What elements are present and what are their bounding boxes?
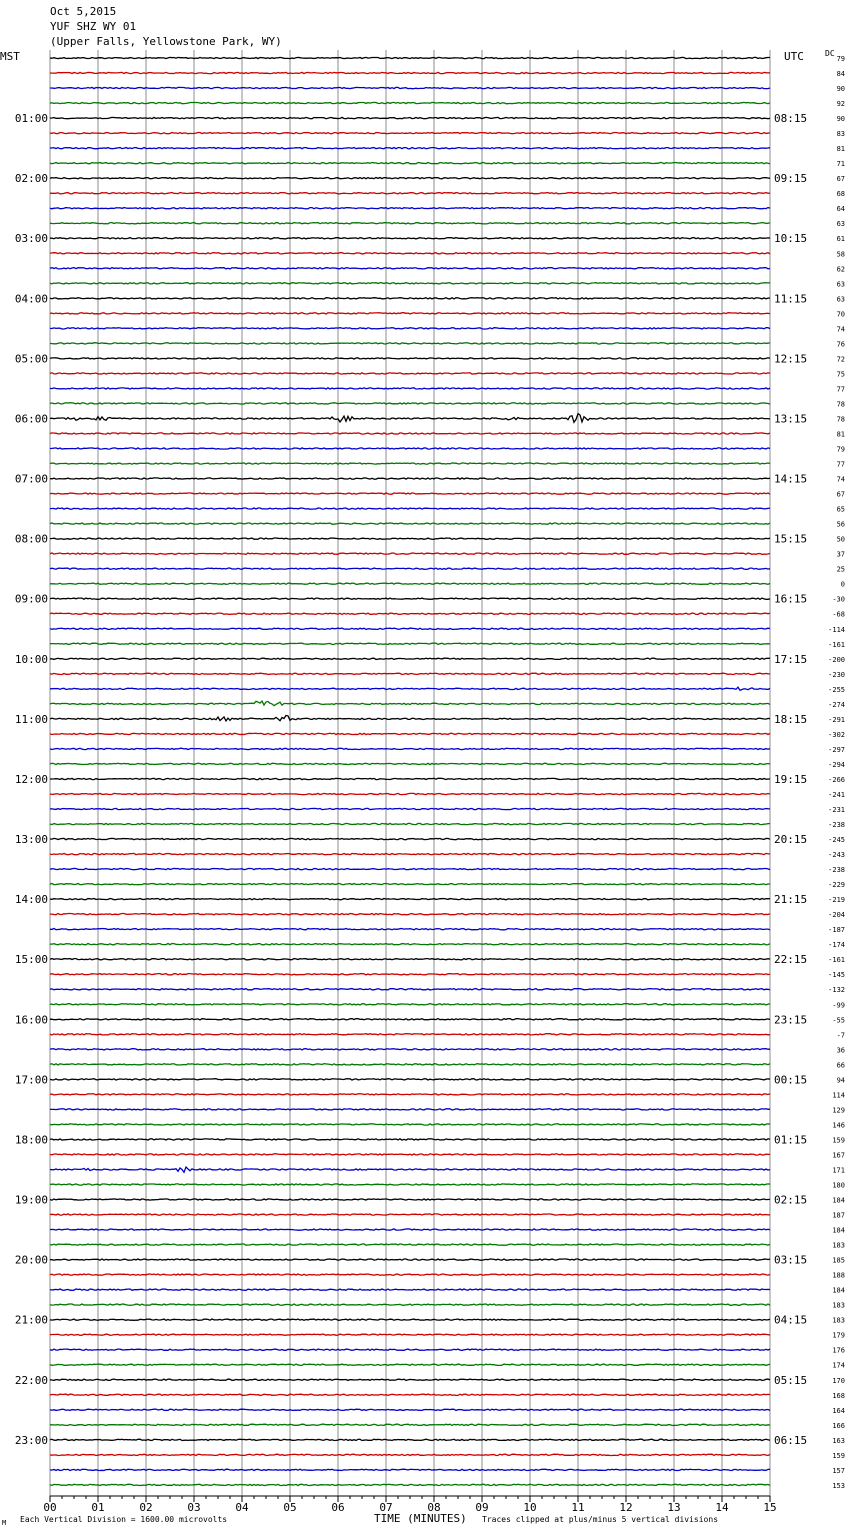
dc-offset-label: -229 [828, 881, 845, 890]
seismic-trace [50, 583, 770, 584]
hour-label-left: 22:00 [14, 1373, 48, 1387]
dc-offset-label: 62 [836, 265, 845, 274]
seismic-trace [50, 388, 770, 389]
x-tick-label: 13 [667, 1501, 681, 1514]
dc-offset-label: 74 [836, 325, 845, 334]
seismic-trace [50, 463, 770, 464]
dc-offset-label: -7 [836, 1031, 845, 1040]
hour-label-right: 02:15 [774, 1193, 808, 1207]
chart-location: (Upper Falls, Yellowstone Park, WY) [50, 35, 282, 48]
seismic-trace [50, 673, 770, 674]
hour-label-right: 00:15 [774, 1073, 808, 1087]
seismic-trace [50, 1064, 770, 1065]
hour-label-right: 23:15 [774, 1013, 808, 1027]
dc-offset-label: -55 [832, 1016, 845, 1025]
seismic-trace [50, 313, 770, 314]
dc-offset-label: -99 [832, 1001, 845, 1010]
dc-offset-label: 0 [840, 580, 845, 589]
hour-label-right: 22:15 [774, 953, 808, 967]
dc-offset-label: 74 [836, 475, 845, 484]
dc-offset-label: 168 [832, 1391, 845, 1400]
seismic-trace [50, 793, 770, 794]
dc-offset-label: -174 [828, 941, 845, 950]
seismic-trace [50, 1439, 770, 1440]
seismic-trace [50, 1469, 770, 1470]
seismic-trace [50, 899, 770, 900]
seismic-trace [50, 163, 770, 164]
seismic-trace [50, 1274, 770, 1275]
dc-offset-label: -200 [828, 655, 845, 664]
hour-label-left: 15:00 [14, 953, 48, 967]
hour-label-left: 04:00 [14, 292, 48, 306]
seismic-trace [50, 1244, 770, 1245]
hour-label-right: 03:15 [774, 1253, 808, 1267]
dc-offset-label: -238 [828, 866, 845, 875]
seismic-trace [50, 343, 770, 344]
seismic-trace [50, 868, 770, 869]
dc-offset-label: 90 [836, 85, 845, 94]
dc-offset-label: 66 [836, 1061, 845, 1070]
dc-offset-label: 94 [836, 1076, 845, 1085]
seismic-trace [50, 358, 770, 359]
dc-offset-label: -266 [828, 775, 845, 784]
timezone-right-label: UTC [784, 50, 804, 63]
dc-offset-label: 153 [832, 1481, 845, 1490]
seismic-trace [50, 268, 770, 269]
dc-offset-label: 65 [836, 505, 845, 514]
dc-offset-label: 159 [832, 1451, 845, 1460]
dc-offset-label: 146 [832, 1121, 845, 1130]
hour-label-right: 16:15 [774, 592, 808, 606]
hour-label-left: 23:00 [14, 1433, 48, 1447]
dc-offset-label: 67 [836, 175, 845, 184]
dc-offset-label: 68 [836, 190, 845, 199]
seismic-trace [50, 884, 770, 885]
hour-label-right: 09:15 [774, 172, 808, 186]
seismic-trace [50, 433, 770, 434]
x-tick-label: 05 [283, 1501, 297, 1514]
dc-offset-label: 77 [836, 460, 845, 469]
seismic-trace [50, 87, 770, 88]
seismic-trace [50, 223, 770, 224]
x-tick-label: 02 [139, 1501, 153, 1514]
logo-mark: M [2, 1519, 7, 1527]
seismic-trace [50, 838, 770, 839]
seismic-trace [50, 538, 770, 539]
seismic-trace [50, 1289, 770, 1290]
dc-offset-label: 114 [832, 1091, 845, 1100]
hour-label-left: 01:00 [14, 112, 48, 126]
seismic-trace [50, 748, 770, 749]
dc-offset-label: 58 [836, 250, 845, 259]
x-tick-label: 04 [235, 1501, 249, 1514]
hour-label-left: 02:00 [14, 172, 48, 186]
seismic-trace [50, 944, 770, 945]
hour-label-left: 16:00 [14, 1013, 48, 1027]
dc-offset-label: 157 [832, 1466, 845, 1475]
dc-offset-label: -219 [828, 896, 845, 905]
x-tick-label: 07 [379, 1501, 393, 1514]
seismic-trace [50, 914, 770, 915]
dc-offset-label: 166 [832, 1421, 845, 1430]
seismic-trace [50, 478, 770, 479]
hour-label-left: 14:00 [14, 893, 48, 907]
dc-offset-label: -132 [828, 986, 845, 995]
chart-date: Oct 5,2015 [50, 5, 117, 18]
seismic-trace [50, 1199, 770, 1200]
seismic-trace [50, 974, 770, 975]
seismic-trace [50, 1379, 770, 1380]
dc-offset-label: 92 [836, 100, 845, 109]
dc-offset-label: 25 [836, 565, 845, 574]
seismic-trace [50, 373, 770, 374]
seismic-trace [50, 298, 770, 299]
x-tick-label: 03 [187, 1501, 201, 1514]
hour-label-right: 13:15 [774, 412, 808, 426]
x-tick-label: 01 [91, 1501, 105, 1514]
seismic-trace [50, 1319, 770, 1320]
dc-offset-label: 171 [832, 1166, 845, 1175]
seismic-trace [50, 1094, 770, 1095]
hour-label-left: 07:00 [14, 472, 48, 486]
seismic-trace [50, 253, 770, 254]
dc-offset-label: 184 [832, 1286, 845, 1295]
x-tick-label: 11 [571, 1501, 585, 1514]
dc-offset-label: 164 [832, 1406, 845, 1415]
seismic-trace [50, 193, 770, 194]
timezone-left-label: MST [0, 50, 20, 63]
dc-offset-label: 176 [832, 1346, 845, 1355]
seismic-trace [50, 1484, 770, 1485]
dc-offset-label: 84 [836, 70, 845, 79]
dc-offset-label: -243 [828, 851, 845, 860]
dc-offset-label: 79 [836, 445, 845, 454]
dc-offset-label: 81 [836, 145, 845, 154]
x-tick-label: 00 [43, 1501, 57, 1514]
x-tick-label: 08 [427, 1501, 441, 1514]
dc-offset-label: 183 [832, 1301, 845, 1310]
x-tick-label: 09 [475, 1501, 489, 1514]
dc-offset-label: -187 [828, 926, 845, 935]
dc-offset-label: -274 [828, 700, 845, 709]
dc-offset-label: -68 [832, 610, 845, 619]
hour-label-right: 05:15 [774, 1373, 808, 1387]
seismic-trace [50, 1454, 770, 1455]
dc-offset-label: -241 [828, 790, 845, 799]
clip-note: Traces clipped at plus/minus 5 vertical divisions [482, 1515, 719, 1524]
seismic-trace [50, 1034, 770, 1035]
hour-label-left: 13:00 [14, 833, 48, 847]
hour-label-right: 06:15 [774, 1433, 808, 1447]
hour-label-left: 20:00 [14, 1253, 48, 1267]
hour-label-right: 20:15 [774, 833, 808, 847]
dc-offset-label: 185 [832, 1256, 845, 1265]
dc-offset-label: 183 [832, 1316, 845, 1325]
dc-offset-label: 78 [836, 400, 845, 409]
seismic-trace [50, 598, 770, 599]
seismic-trace [50, 1349, 770, 1350]
hour-label-right: 18:15 [774, 712, 808, 726]
dc-offset-label: 170 [832, 1376, 845, 1385]
seismic-trace [50, 102, 770, 103]
seismic-trace [50, 448, 770, 449]
dc-offset-label: 72 [836, 355, 845, 364]
seismic-trace [50, 148, 770, 149]
seismic-trace [50, 133, 770, 134]
seismic-trace [50, 929, 770, 930]
hour-label-right: 10:15 [774, 232, 808, 246]
hour-label-left: 18:00 [14, 1133, 48, 1147]
seismic-trace [50, 1167, 770, 1172]
dc-offset-label: 67 [836, 490, 845, 499]
seismic-trace [50, 1214, 770, 1215]
hour-label-left: 19:00 [14, 1193, 48, 1207]
hour-label-left: 08:00 [14, 532, 48, 546]
dc-offset-label: -238 [828, 821, 845, 830]
dc-offset-label: 180 [832, 1181, 845, 1190]
hour-label-right: 08:15 [774, 112, 808, 126]
seismic-trace [50, 72, 770, 73]
dc-offset-label: -30 [832, 595, 845, 604]
seismic-trace [50, 701, 770, 706]
seismic-trace [50, 1304, 770, 1305]
hour-label-left: 17:00 [14, 1073, 48, 1087]
dc-offset-label: 188 [832, 1271, 845, 1280]
dc-column-label: DC [825, 49, 835, 58]
seismic-trace [50, 1049, 770, 1050]
seismic-trace [50, 508, 770, 509]
dc-offset-label: 183 [832, 1241, 845, 1250]
seismic-trace [50, 853, 770, 854]
seismic-trace [50, 1424, 770, 1425]
seismic-trace [50, 1364, 770, 1365]
dc-offset-label: 76 [836, 340, 845, 349]
dc-offset-label: 70 [836, 310, 845, 319]
dc-offset-label: -294 [828, 760, 845, 769]
seismic-trace [50, 716, 770, 721]
hour-label-right: 17:15 [774, 652, 808, 666]
dc-offset-label: -255 [828, 685, 845, 694]
seismic-trace [50, 553, 770, 554]
hour-label-right: 11:15 [774, 292, 808, 306]
seismic-trace [50, 823, 770, 824]
seismic-trace [50, 1004, 770, 1005]
seismic-trace [50, 733, 770, 734]
x-axis-title: TIME (MINUTES) [374, 1512, 467, 1525]
hour-label-left: 10:00 [14, 652, 48, 666]
x-tick-label: 14 [715, 1501, 729, 1514]
seismic-trace [50, 328, 770, 329]
seismic-trace [50, 1154, 770, 1155]
seismic-trace [50, 763, 770, 764]
x-tick-label: 12 [619, 1501, 633, 1514]
seismic-trace [50, 687, 770, 690]
seismic-trace [50, 989, 770, 990]
hour-label-right: 14:15 [774, 472, 808, 486]
dc-offset-label: 187 [832, 1211, 845, 1220]
hour-label-left: 12:00 [14, 772, 48, 786]
seismic-trace [50, 808, 770, 809]
dc-offset-label: -204 [828, 911, 845, 920]
dc-offset-label: 64 [836, 205, 845, 214]
seismic-trace [50, 1409, 770, 1410]
seismic-trace [50, 1229, 770, 1230]
seismic-trace [50, 778, 770, 779]
dc-offset-label: 163 [832, 1436, 845, 1445]
seismic-trace [50, 523, 770, 524]
dc-offset-label: 81 [836, 430, 845, 439]
dc-offset-label: 63 [836, 295, 845, 304]
dc-offset-label: 61 [836, 235, 845, 244]
seismic-trace [50, 1019, 770, 1020]
x-tick-label: 06 [331, 1501, 345, 1514]
dc-offset-label: -161 [828, 640, 845, 649]
dc-offset-label: 167 [832, 1151, 845, 1160]
seismic-trace [50, 1394, 770, 1395]
seismic-trace [50, 1334, 770, 1335]
seismic-trace [50, 238, 770, 239]
dc-offset-label: 50 [836, 535, 845, 544]
seismic-trace [50, 1139, 770, 1140]
seismic-trace [50, 57, 770, 58]
scale-note: Each Vertical Division = 1600.00 microvolts [20, 1515, 228, 1524]
dc-offset-label: -114 [828, 625, 845, 634]
seismic-trace [50, 613, 770, 614]
dc-offset-label: 37 [836, 550, 845, 559]
hour-label-left: 21:00 [14, 1313, 48, 1327]
hour-label-right: 12:15 [774, 352, 808, 366]
dc-offset-label: 77 [836, 385, 845, 394]
x-tick-label: 10 [523, 1501, 537, 1514]
dc-offset-label: -145 [828, 971, 845, 980]
dc-offset-label: -231 [828, 806, 845, 814]
hour-label-right: 21:15 [774, 893, 808, 907]
dc-offset-label: 90 [836, 115, 845, 124]
hour-label-left: 09:00 [14, 592, 48, 606]
seismic-trace [50, 208, 770, 209]
dc-offset-label: -291 [828, 715, 845, 724]
seismic-trace [50, 643, 770, 644]
seismic-trace [50, 628, 770, 629]
seismic-trace [50, 568, 770, 569]
hour-label-right: 04:15 [774, 1313, 808, 1327]
dc-offset-label: 184 [832, 1226, 845, 1235]
dc-offset-label: -161 [828, 956, 845, 965]
dc-offset-label: 184 [832, 1196, 845, 1205]
dc-offset-label: 78 [836, 415, 845, 424]
hour-label-left: 06:00 [14, 412, 48, 426]
dc-offset-label: 36 [836, 1046, 845, 1055]
hour-label-right: 01:15 [774, 1133, 808, 1147]
dc-offset-label: 75 [836, 370, 845, 379]
dc-offset-label: -302 [828, 730, 845, 739]
seismic-trace [50, 658, 770, 659]
dc-offset-label: 63 [836, 280, 845, 289]
dc-offset-label: -230 [828, 670, 845, 679]
dc-offset-label: 63 [836, 220, 845, 229]
hour-label-left: 11:00 [14, 712, 48, 726]
dc-offset-label: 129 [832, 1106, 845, 1115]
x-tick-label: 15 [763, 1501, 777, 1514]
seismic-trace [50, 1259, 770, 1260]
seismic-trace [50, 414, 770, 423]
seismic-trace [50, 959, 770, 960]
seismic-trace [50, 403, 770, 404]
seismic-trace [50, 493, 770, 494]
chart-station: YUF SHZ WY 01 [50, 20, 137, 33]
dc-offset-label: 56 [836, 520, 845, 529]
hour-label-right: 19:15 [774, 772, 808, 786]
seismic-trace [50, 1184, 770, 1185]
hour-label-right: 15:15 [774, 532, 808, 546]
dc-offset-label: 159 [832, 1136, 845, 1145]
seismic-trace [50, 1109, 770, 1110]
dc-offset-label: 174 [832, 1361, 845, 1370]
hour-label-left: 03:00 [14, 232, 48, 246]
hour-label-left: 05:00 [14, 352, 48, 366]
seismic-trace [50, 117, 770, 118]
seismic-trace [50, 178, 770, 179]
seismic-trace [50, 283, 770, 284]
dc-offset-label: -297 [828, 745, 845, 754]
dc-offset-label: 83 [836, 130, 845, 139]
dc-offset-label: 71 [836, 160, 845, 169]
dc-offset-label: 179 [832, 1331, 845, 1340]
dc-offset-label: -245 [828, 836, 845, 845]
dc-offset-label: 79 [836, 55, 845, 63]
seismic-trace [50, 1079, 770, 1080]
seismic-trace [50, 1124, 770, 1125]
